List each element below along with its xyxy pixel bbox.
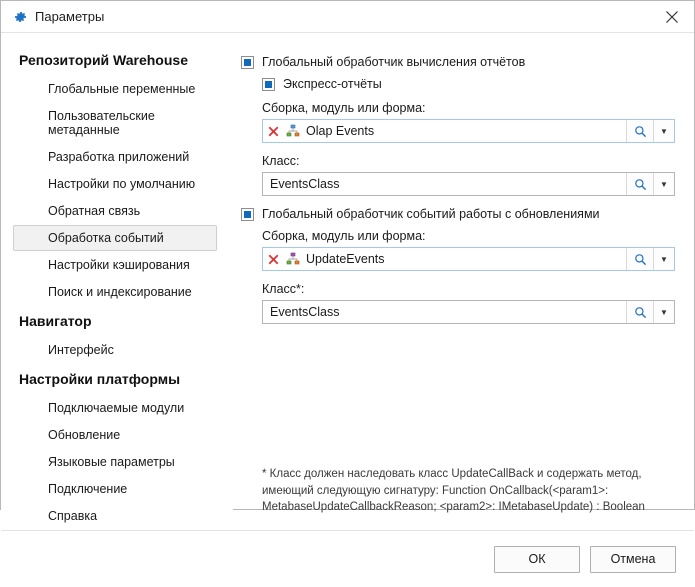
sidebar-item-connection[interactable]: Подключение — [48, 482, 128, 496]
assembly-input-2[interactable] — [262, 247, 675, 271]
sidebar-item-event-handling[interactable]: Обработка событий — [13, 225, 217, 251]
sidebar-group-title: Репозиторий Warehouse — [19, 52, 188, 68]
class-value-1[interactable]: EventsClass — [270, 177, 340, 191]
class-requirement-note: * Класс должен наследовать класс UpdateCallBack и содержать метод, имеющий следующую сигнатуру: Function OnCallback(<param1>: MetabaseUpdateCallbackReason; <param2>: IMetabaseUpdate) : Boolean — [262, 467, 645, 514]
assembly-label-2: Сборка, модуль или форма: — [262, 229, 426, 243]
search-icon[interactable] — [626, 173, 653, 195]
sidebar-item-custom-metadata[interactable]: Пользовательские метаданные — [48, 109, 155, 137]
delete-icon[interactable] — [263, 248, 283, 270]
update-handler-checkbox[interactable] — [241, 208, 254, 221]
report-calc-handler-checkbox[interactable] — [241, 56, 254, 69]
sidebar-item-language-settings[interactable]: Языковые параметры — [48, 455, 175, 469]
chevron-down-icon[interactable]: ▼ — [653, 173, 674, 195]
chevron-down-icon[interactable]: ▼ — [653, 301, 674, 323]
sidebar — [1, 33, 233, 530]
sidebar-group-title-navigator: Навигатор — [19, 313, 92, 329]
sidebar-item-default-settings[interactable]: Настройки по умолчанию — [48, 177, 196, 191]
gear-icon — [11, 8, 28, 25]
sidebar-item-feedback[interactable]: Обратная связь — [48, 204, 141, 218]
search-icon[interactable] — [626, 120, 653, 142]
update-events-icon — [283, 248, 303, 270]
sidebar-item-help[interactable]: Справка — [48, 509, 98, 523]
assembly-value-1[interactable]: Olap Events — [306, 124, 375, 138]
assembly-value-2[interactable]: UpdateEvents — [306, 252, 385, 266]
settings-pane — [233, 33, 694, 530]
chevron-down-icon[interactable]: ▼ — [653, 248, 674, 270]
assembly-label-1: Сборка, модуль или форма: — [262, 101, 426, 115]
assembly-input-1[interactable] — [262, 119, 675, 143]
report-calc-handler-section — [241, 55, 676, 196]
chevron-down-icon[interactable]: ▼ — [653, 120, 674, 142]
report-calc-handler-fields — [241, 69, 676, 196]
update-handler-label: Глобальный обработчик событий работы с обновлениями — [262, 207, 600, 221]
dialog-footer — [1, 530, 694, 587]
sidebar-item-app-development[interactable]: Разработка приложений — [48, 150, 190, 164]
sidebar-group-title-platform: Настройки платформы — [19, 371, 181, 387]
delete-icon[interactable] — [263, 120, 283, 142]
update-events-handler-section — [241, 207, 676, 324]
search-icon[interactable] — [626, 248, 653, 270]
sidebar-item-global-variables[interactable]: Глобальные переменные — [48, 82, 196, 96]
sidebar-item-cache-settings[interactable]: Настройки кэширования — [48, 258, 190, 272]
express-reports-checkbox-row[interactable] — [262, 77, 676, 91]
express-reports-label: Экспресс-отчёты — [283, 77, 382, 91]
sidebar-item-search-indexing[interactable]: Поиск и индексирование — [48, 285, 192, 299]
olap-events-icon — [283, 120, 303, 142]
class-label-2: Класс*: — [262, 282, 305, 296]
cancel-button[interactable]: Отмена — [590, 546, 676, 573]
class-input-1[interactable] — [262, 172, 675, 196]
update-handler-checkbox-row[interactable] — [241, 207, 676, 221]
window-title: Параметры — [35, 9, 105, 24]
title-bar — [1, 1, 694, 33]
sidebar-item-plugins[interactable]: Подключаемые модули — [48, 401, 185, 415]
class-label-1: Класс: — [262, 154, 300, 168]
ok-button[interactable]: ОК — [494, 546, 580, 573]
update-handler-fields — [241, 221, 676, 324]
dialog-body — [1, 33, 694, 530]
report-calc-handler-label: Глобальный обработчик вычисления отчётов — [262, 55, 526, 69]
express-reports-checkbox[interactable] — [262, 78, 275, 91]
close-icon[interactable] — [650, 2, 694, 32]
class-input-2[interactable] — [262, 300, 675, 324]
class-value-2[interactable]: EventsClass — [270, 305, 340, 319]
sidebar-item-update[interactable]: Обновление — [48, 428, 121, 442]
report-calc-handler-checkbox-row[interactable] — [241, 55, 676, 69]
search-icon[interactable] — [626, 301, 653, 323]
sidebar-item-interface[interactable]: Интерфейс — [48, 343, 114, 357]
